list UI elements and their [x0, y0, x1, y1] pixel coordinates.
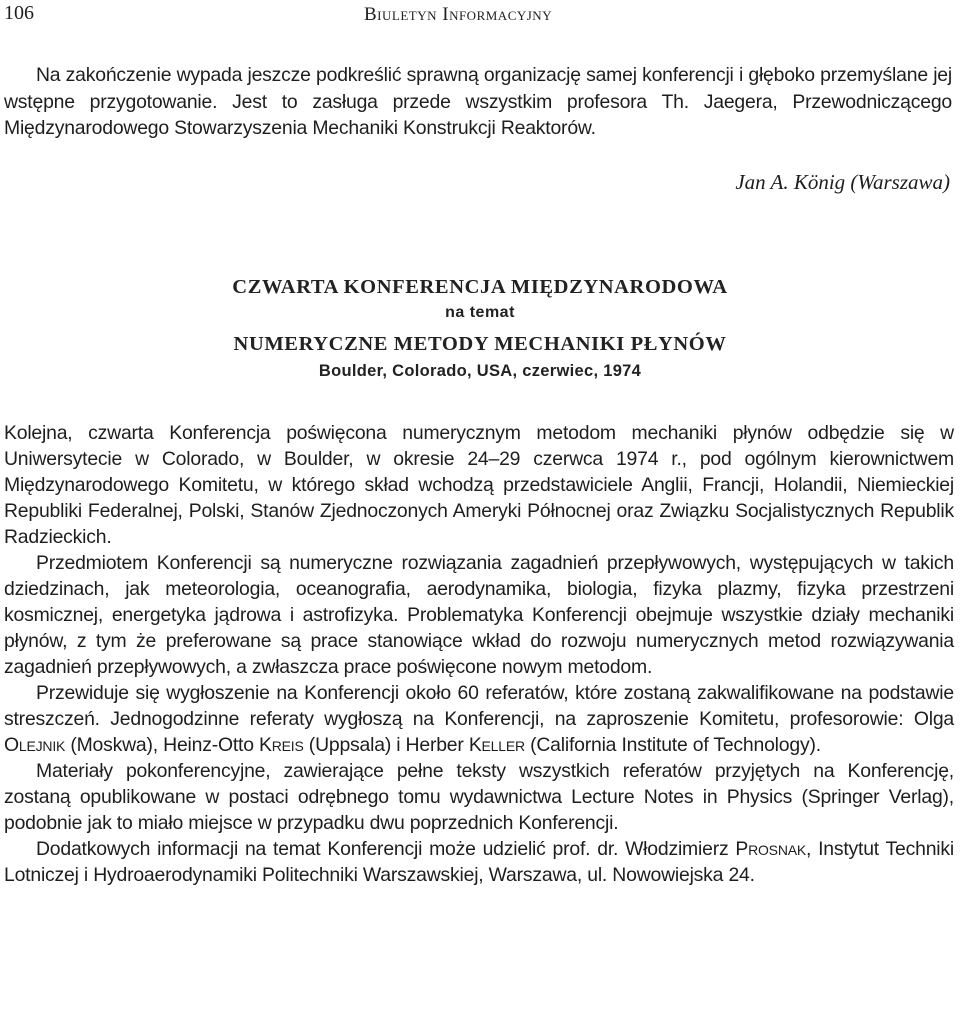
text-run: Dodatkowych informacji na temat Konferencji może udzielić prof. dr. Włodzimierz [36, 838, 736, 860]
text-run: , Instytut Techniki Lotniczej i Hydroaerodynamiki Politechniki Warszawskiej, Warszawa, ul. Nowowiejska 24. [4, 838, 954, 886]
intro-paragraph: Na zakończenie wypada jeszcze podkreślić sprawną organizację samej konferencji i głęboko przemyślane jej wstępne przygotowanie. Jest to zasługa przede wszystkim profesora Th. Jaegera, Przewodniczącego Międzynarodowego Stowarzyszenia Mechaniki Konstrukcji Reaktorów. [4, 64, 952, 139]
announcement-location-date: Boulder, Colorado, USA, czerwiec, 1974 [318, 362, 642, 380]
body-paragraph: Materiały pokonferencyjne, zawierające pełne teksty wszystkich referatów przyjętych na Konferencję, zostaną opublikowane w postaci odrębnego tomu wydawnictwa Lecture Notes in Physics (Springer Verlag), podobnie jak to miało miejsce w przypadku dwu poprzednich Konferencji. [4, 760, 954, 834]
page-number: 106 [4, 2, 34, 24]
body-paragraph: Kolejna, czwarta Konferencja poświęcona numerycznym metodom mechaniki płynów odbędzie się w Uniwersytecie w Colorado, w Boulder, w okresie 24–29 czerwca 1974 r., pod ogólnym kierownictwem Międzynarodowego Komitetu, w którego skład wchodzą przedstawiciele Anglii, Francji, Holandii, Niemieckiej Republiki Federalnej, Polski, Stanów Zjednoczonych Ameryki Północnej oraz Związku Socjalistycznych Republik Radzieckich. [4, 422, 954, 548]
running-head: Biuletyn Informacyjny [364, 4, 553, 25]
announcement-subtitle: na temat [445, 304, 515, 321]
person-name: Olejnik [4, 734, 66, 756]
body-paragraph: Przedmiotem Konferencji są numeryczne rozwiązania zagadnień przepływowych, występujących w takich dziedzinach, jak meteorologia, oceanografia, aerodynamika, biologia, fizyka plazmy, fizyka przestrzeni kosmicznej, energetyka jądrowa i astrofizyka. Problematyka Konferencji obejmuje wszystkie działy mechaniki płynów, z tym że preferowane są prace stanowiące wkład do rozwoju numerycznych metod rozwiązywania zagadnień przepływowych, a zwłaszcza prace poświęcone nowym metodom. [4, 552, 954, 678]
text-run: Przewiduje się wygłoszenie na Konferencji około 60 referatów, które zostaną zakwalifikowane na podstawie streszczeń. Jednogodzinne referaty wygłoszą na Konferencji, na zaproszenie Komitetu, profesorowie: Olga [4, 682, 954, 730]
announcement-topic: NUMERYCZNE METODY MECHANIKI PŁYNÓW [233, 333, 727, 355]
person-name: Kreis [259, 734, 304, 756]
body-paragraph [4, 680, 954, 758]
announcement-body [4, 420, 954, 888]
author-signature: Jan A. König (Warszawa) [735, 170, 950, 194]
person-name: Keller [468, 734, 525, 756]
text-run: (Moskwa), Heinz-Otto [65, 734, 260, 756]
text-run: (Uppsala) i Herber [303, 734, 469, 756]
page-header [4, 2, 950, 30]
announcement-title: CZWARTA KONFERENCJA MIĘDZYNARODOWA [232, 276, 728, 298]
body-paragraph [4, 836, 954, 888]
text-run: (California Institute of Technology). [524, 734, 821, 756]
person-name: Prosnak [735, 838, 807, 860]
